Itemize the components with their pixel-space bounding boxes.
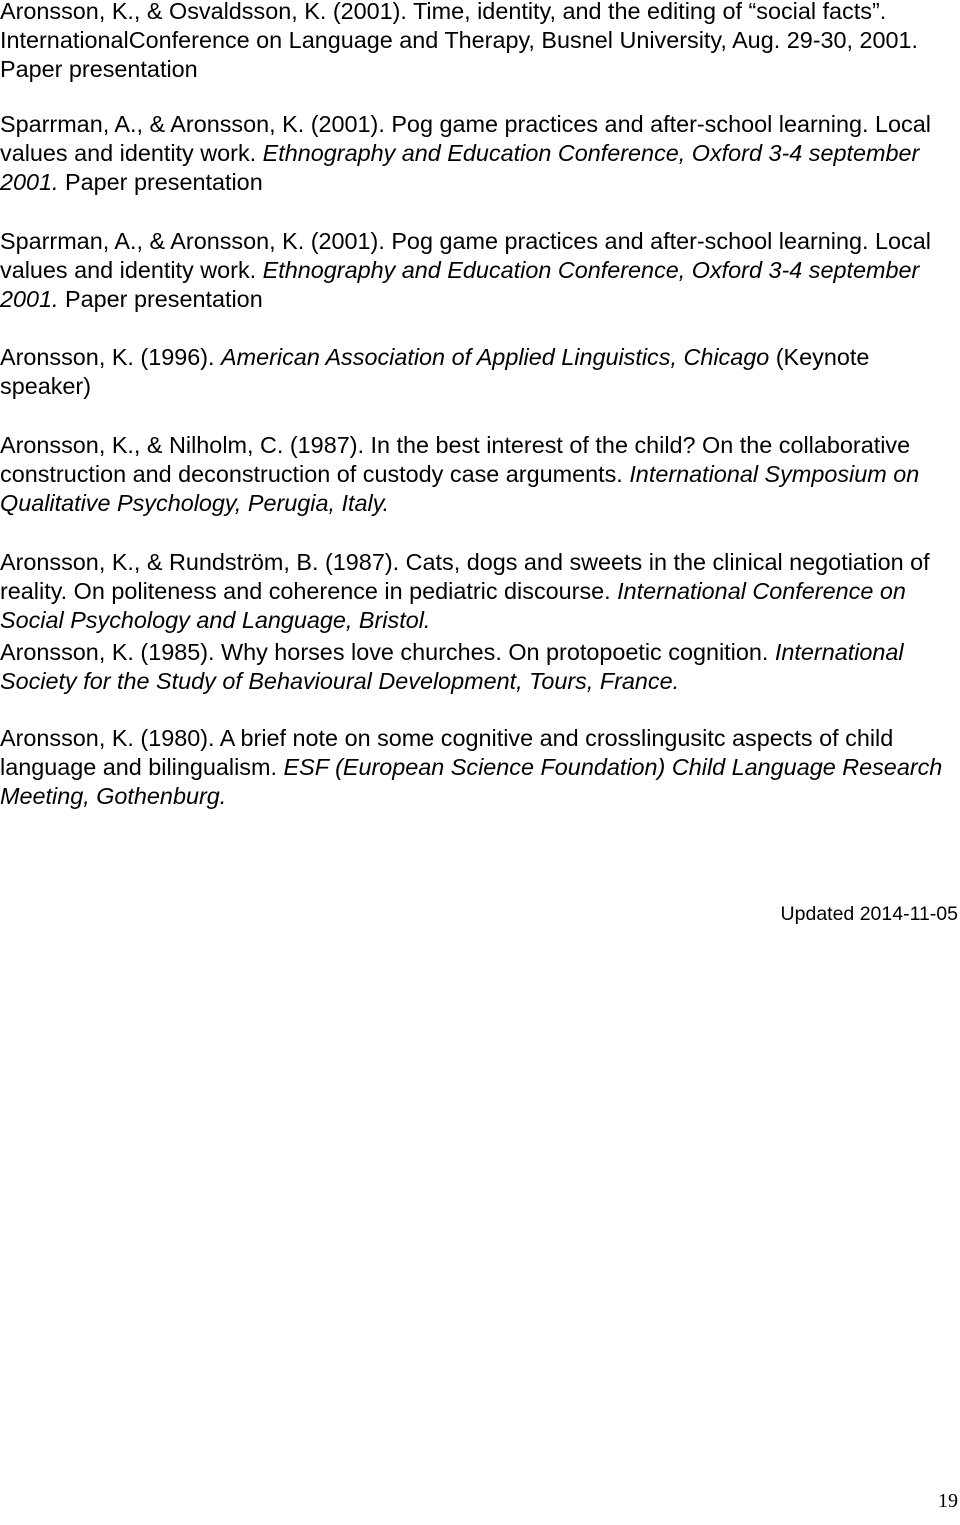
reference-text: Aronsson, K. (1980). A brief note on some cognitive and crosslingusitc aspects of child language and bilingualism. [0,725,894,781]
reference-note: Paper presentation [58,169,263,196]
reference-text: Aronsson, K. (1996). [0,344,222,370]
reference-entry [0,227,958,315]
reference-entry [0,0,958,85]
reference-venue: International Symposium on Qualitative Psychology, Perugia, Italy. [0,461,920,517]
reference-note: Paper presentation [58,286,263,313]
reference-venue: International Conference on Social Psychology and Language, Bristol. [0,578,906,634]
reference-venue: Ethnography and Education Conference, Oxford 3-4 september 2001. [0,140,920,196]
reference-text: Aronsson, K., & Osvaldsson, K. (2001). Time, identity, and the editing of “social facts”. InternationalConference on Language and Therapy, Busnel University, Aug. 29-30, 2001. Paper presentation [0,0,919,83]
reference-entry [0,431,958,519]
reference-text: Sparrman, A., & Aronsson, K. (2001). Pog game practices and after-school learning. Local values and identity work. [0,228,931,284]
page-number: 19 [938,1490,958,1512]
reference-venue: American Association of Applied Linguistics, Chicago [221,344,770,370]
updated-date: Updated 2014-11-05 [780,903,958,925]
reference-entry [0,724,958,812]
reference-entry [0,638,958,696]
reference-entry [0,343,958,401]
reference-note: (Keynote speaker) [0,344,870,400]
reference-text: Aronsson, K., & Nilholm, C. (1987). In the best interest of the child? On the collaborative construction and deconstruction of custody case arguments. [0,432,911,488]
reference-venue: Ethnography and Education Conference, Oxford 3-4 september 2001. [0,257,920,313]
reference-text: Aronsson, K. (1985). Why horses love churches. On protopoetic cognition. [0,639,775,665]
reference-text: Aronsson, K., & Rundström, B. (1987). Cats, dogs and sweets in the clinical negotiation of reality. On politeness and coherence in pediatric discourse. [0,549,930,605]
reference-venue: ESF (European Science Foundation) Child Language Research Meeting, Gothenburg. [0,754,943,810]
reference-entry [0,548,958,636]
reference-text: Sparrman, A., & Aronsson, K. (2001). Pog game practices and after-school learning. Local values and identity work. [0,111,931,167]
reference-venue: International Society for the Study of Behavioural Development, Tours, France. [0,639,904,695]
reference-entry [0,110,958,198]
